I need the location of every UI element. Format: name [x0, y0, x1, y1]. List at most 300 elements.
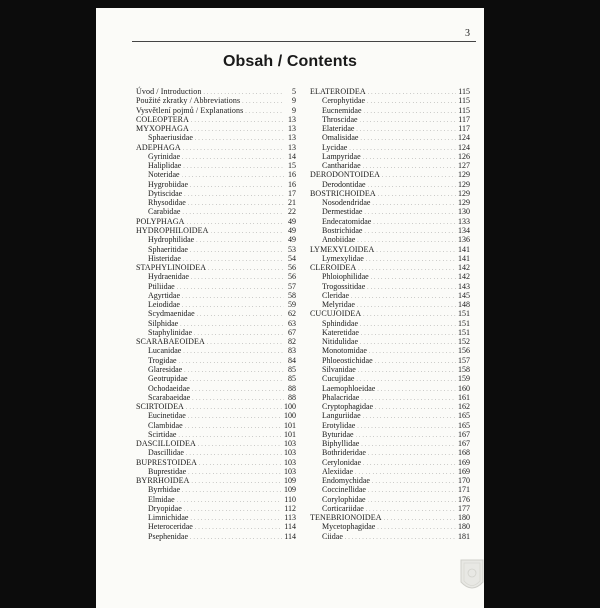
toc-entry-page: 145	[458, 290, 470, 300]
dot-leader	[373, 217, 456, 226]
toc-entry-name: Sphaeriusidae	[148, 133, 193, 143]
toc-entry-name: Scydmaenidae	[148, 309, 195, 319]
toc-entry	[310, 272, 470, 281]
toc-entry-page: 21	[288, 198, 296, 208]
toc-entry-page: 16	[288, 179, 296, 189]
dot-leader	[372, 198, 456, 207]
toc-entry-name: COLEOPTERA	[136, 114, 189, 124]
toc-entry-name: HYDROPHILOIDEA	[136, 225, 209, 235]
dot-leader	[358, 365, 456, 374]
toc-entry-page: 100	[284, 411, 296, 421]
toc-entry-name: Leiodidae	[148, 300, 180, 310]
dot-leader	[361, 393, 456, 402]
toc-entry	[310, 522, 470, 531]
dot-leader	[182, 291, 284, 300]
toc-entry-page: 143	[458, 281, 470, 291]
toc-entry	[310, 309, 470, 318]
toc-entry	[136, 532, 296, 541]
dot-leader	[183, 143, 284, 152]
toc-entry-page: 109	[284, 476, 296, 486]
dot-leader	[372, 476, 456, 485]
toc-entry	[310, 143, 470, 152]
toc-entry	[136, 458, 296, 467]
toc-entry-page: 57	[288, 281, 296, 291]
toc-entry-page: 5	[292, 87, 296, 96]
toc-entry	[310, 365, 470, 374]
toc-entry-name: Scirtidae	[148, 429, 177, 439]
toc-entry-page: 141	[458, 253, 470, 263]
toc-entry-name: Cleridae	[322, 290, 350, 300]
toc-entry	[136, 161, 296, 170]
toc-entry	[310, 180, 470, 189]
toc-entry	[310, 458, 470, 467]
toc-entry-page: 129	[458, 179, 470, 189]
toc-entry	[136, 143, 296, 152]
toc-entry-page: 56	[288, 263, 296, 273]
toc-entry	[310, 226, 470, 235]
toc-entry-page: 82	[288, 337, 296, 347]
toc-entry-name: Rhysodidae	[148, 198, 186, 208]
dot-leader	[188, 411, 282, 420]
toc-entry-page: 85	[288, 364, 296, 374]
dot-leader	[345, 532, 456, 541]
dot-leader	[364, 226, 456, 235]
toc-entry-name: Bostrichidae	[322, 225, 363, 235]
toc-entry-page: 22	[288, 207, 296, 217]
toc-entry	[136, 115, 296, 124]
dot-leader	[188, 467, 282, 476]
toc-entry-name: Bothrideridae	[322, 448, 366, 458]
dot-leader	[363, 458, 456, 467]
dot-leader	[366, 504, 456, 513]
dot-leader	[182, 207, 284, 216]
toc-entry	[310, 124, 470, 133]
dot-leader	[367, 282, 456, 291]
toc-entry-name: Heteroceridae	[148, 522, 193, 532]
toc-entry-page: 162	[458, 402, 470, 412]
toc-entry-page: 127	[458, 161, 470, 171]
toc-entry-name: CLEROIDEA	[310, 263, 357, 273]
toc-entry-name: Geotrupidae	[148, 374, 188, 384]
toc-entry-name: Clambidae	[148, 420, 183, 430]
toc-entry	[310, 374, 470, 383]
dot-leader	[355, 467, 456, 476]
toc-entry-name: Dermestidae	[322, 207, 363, 217]
toc-entry-name: Languriidae	[322, 411, 361, 421]
dot-leader	[194, 328, 284, 337]
dot-leader	[368, 485, 456, 494]
toc-entry-page: 157	[458, 355, 470, 365]
toc-entry-name: Lucanidae	[148, 346, 182, 356]
toc-entry-page: 56	[288, 272, 296, 282]
toc-entry	[136, 328, 296, 337]
toc-entry-page: 180	[458, 513, 470, 523]
toc-entry-name: Dryopidae	[148, 503, 182, 513]
dot-leader	[207, 337, 284, 346]
toc-entry-name: Histeridae	[148, 253, 181, 263]
dot-leader	[360, 133, 456, 142]
toc-entry-name: DERODONTOIDEA	[310, 170, 381, 180]
toc-entry-page: 151	[458, 327, 470, 337]
toc-entry-name: Nosodendridae	[322, 198, 371, 208]
dot-leader	[190, 513, 282, 522]
toc-entry-page: 109	[284, 485, 296, 495]
dot-leader	[179, 356, 284, 365]
toc-entry	[310, 421, 470, 430]
toc-entry-name: Sphindidae	[322, 318, 358, 328]
dot-leader	[177, 282, 284, 291]
dot-leader	[357, 235, 456, 244]
toc-entry-page: 167	[458, 429, 470, 439]
toc-entry-name: Mycetophagidae	[322, 522, 376, 532]
toc-entry-page: 161	[458, 392, 470, 402]
toc-entry-page: 15	[288, 161, 296, 171]
dot-leader	[368, 180, 456, 189]
toc-entry-name: Limnichidae	[148, 513, 189, 523]
dot-leader	[184, 365, 284, 374]
toc-entry	[136, 356, 296, 365]
toc-entry-name: ADEPHAGA	[136, 142, 181, 152]
toc-entry-page: 14	[288, 151, 296, 161]
toc-entry	[310, 207, 470, 216]
dot-leader	[242, 96, 284, 105]
toc-entry-name: TENEBRIONOIDEA	[310, 513, 382, 523]
dot-leader	[190, 532, 282, 541]
toc-entry-name: SCIRTOIDEA	[136, 402, 184, 412]
toc-entry-page: 151	[458, 309, 470, 319]
dot-leader	[358, 263, 456, 272]
toc-entry	[136, 180, 296, 189]
toc-entry-name: MYXOPHAGA	[136, 124, 189, 134]
toc-entry-page: 170	[458, 476, 470, 486]
dot-leader	[245, 106, 284, 115]
toc-entry	[310, 532, 470, 541]
toc-entry-page: 124	[458, 142, 470, 152]
toc-entry-page: 181	[458, 531, 470, 541]
dot-leader	[198, 439, 282, 448]
dot-leader	[183, 254, 284, 263]
dot-leader	[360, 337, 456, 346]
toc-entry-name: Použité zkratky / Abbreviations	[136, 96, 241, 106]
toc-entry	[136, 152, 296, 161]
dot-leader	[183, 161, 284, 170]
toc-entry-name: BYRRHOIDEA	[136, 476, 190, 486]
toc-entry	[136, 439, 296, 448]
toc-entry-page: 142	[458, 272, 470, 282]
toc-entry	[136, 189, 296, 198]
toc-entry	[310, 485, 470, 494]
toc-entry	[136, 96, 296, 105]
toc-entry-page: 62	[288, 309, 296, 319]
toc-entry-name: Kateretidae	[322, 327, 359, 337]
toc-entry	[310, 152, 470, 161]
toc-entry-page: 67	[288, 327, 296, 337]
toc-entry-page: 54	[288, 253, 296, 263]
dot-leader	[376, 245, 456, 254]
dot-leader	[191, 115, 284, 124]
toc-entry-page: 13	[288, 133, 296, 143]
toc-entry	[136, 217, 296, 226]
toc-entry-page: 83	[288, 346, 296, 356]
toc-entry	[310, 393, 470, 402]
toc-entry-page: 160	[458, 383, 470, 393]
toc-entry-page: 103	[284, 466, 296, 476]
dot-leader	[377, 384, 456, 393]
toc-entry-page: 49	[288, 216, 296, 226]
toc-entry-page: 169	[458, 457, 470, 467]
dot-leader	[187, 217, 284, 226]
toc-entry-page: 117	[458, 124, 470, 134]
toc-entry-page: 126	[458, 151, 470, 161]
dot-leader	[211, 226, 284, 235]
toc-entry	[136, 402, 296, 411]
toc-entry	[136, 272, 296, 281]
contents-right-column	[310, 87, 470, 541]
toc-entry-name: Lymexylidae	[322, 253, 364, 263]
dot-leader	[356, 374, 456, 383]
toc-entry-name: Coccinellidae	[322, 485, 366, 495]
dot-leader	[368, 448, 456, 457]
toc-entry-page: 113	[284, 513, 296, 523]
dot-leader	[185, 421, 282, 430]
toc-entry-name: Elateridae	[322, 124, 355, 134]
toc-entry	[136, 300, 296, 309]
toc-entry	[310, 346, 470, 355]
dot-leader	[192, 384, 284, 393]
dot-leader	[191, 476, 282, 485]
dot-leader	[195, 133, 284, 142]
toc-entry	[136, 476, 296, 485]
dot-leader	[377, 522, 456, 531]
toc-entry-name: BUPRESTOIDEA	[136, 457, 198, 467]
toc-entry-page: 171	[458, 485, 470, 495]
toc-entry-name: Buprestidae	[148, 466, 187, 476]
toc-entry-page: 134	[458, 225, 470, 235]
toc-entry-name: Eucnemidae	[322, 105, 362, 115]
toc-entry	[310, 217, 470, 226]
toc-entry	[136, 226, 296, 235]
header-rule	[132, 41, 476, 42]
toc-entry	[136, 393, 296, 402]
toc-entry	[136, 309, 296, 318]
toc-entry-name: Melyridae	[322, 300, 355, 310]
dot-leader	[361, 328, 456, 337]
toc-entry-page: 129	[458, 170, 470, 180]
toc-entry-name: Trogidae	[148, 355, 177, 365]
dot-leader	[178, 430, 282, 439]
library-seal-icon	[458, 556, 486, 596]
toc-entry	[136, 467, 296, 476]
dot-leader	[208, 263, 284, 272]
toc-entry-name: Agyrtidae	[148, 290, 180, 300]
dot-leader	[356, 430, 456, 439]
toc-entry	[136, 495, 296, 504]
dot-leader	[368, 87, 457, 96]
dot-leader	[363, 152, 456, 161]
page-title: Obsah / Contents	[222, 53, 358, 70]
toc-entry	[310, 106, 470, 115]
dot-leader	[356, 124, 456, 133]
toc-entry	[310, 402, 470, 411]
page-number: 3	[465, 28, 470, 39]
toc-entry-name: Lampyridae	[322, 151, 361, 161]
dot-leader	[184, 189, 284, 198]
toc-entry-name: Noteridae	[148, 170, 180, 180]
toc-entry-name: Byrrhidae	[148, 485, 180, 495]
toc-entry	[136, 170, 296, 179]
dot-leader	[192, 393, 284, 402]
toc-entry-page: 165	[458, 411, 470, 421]
toc-entry	[310, 467, 470, 476]
toc-entry	[136, 319, 296, 328]
toc-entry-name: Lycidae	[322, 142, 348, 152]
toc-entry	[310, 439, 470, 448]
toc-entry-page: 167	[458, 439, 470, 449]
toc-entry-page: 148	[458, 300, 470, 310]
dot-leader	[195, 522, 282, 531]
toc-entry-name: Dascillidae	[148, 448, 184, 458]
toc-entry-page: 13	[288, 124, 296, 134]
toc-entry-name: Ochodaeidae	[148, 383, 190, 393]
toc-entry-name: Anobiidae	[322, 235, 356, 245]
toc-entry	[136, 254, 296, 263]
toc-entry	[136, 346, 296, 355]
dot-leader	[375, 356, 456, 365]
dot-leader	[197, 309, 284, 318]
toc-entry	[310, 384, 470, 393]
dot-leader	[196, 235, 284, 244]
toc-entry-name: Cryptophagidae	[322, 402, 374, 412]
toc-entry	[310, 96, 470, 105]
toc-entry	[136, 522, 296, 531]
dot-leader	[182, 485, 282, 494]
toc-entry	[136, 421, 296, 430]
toc-entry	[136, 411, 296, 420]
toc-entry-name: Haliplidae	[148, 161, 182, 171]
toc-entry-name: Corticariidae	[322, 503, 364, 513]
toc-entry	[310, 356, 470, 365]
toc-entry-name: DASCILLOIDEA	[136, 439, 196, 449]
toc-entry-page: 114	[284, 531, 296, 541]
toc-entry-name: Dytiscidae	[148, 188, 183, 198]
toc-entry-page: 156	[458, 346, 470, 356]
dot-leader	[182, 152, 284, 161]
toc-entry-page: 129	[458, 188, 470, 198]
toc-entry-page: 177	[458, 503, 470, 513]
toc-entry-name: BOSTRICHOIDEA	[310, 188, 376, 198]
toc-entry	[310, 476, 470, 485]
toc-entry	[310, 161, 470, 170]
toc-entry-page: 13	[288, 142, 296, 152]
toc-entry-page: 158	[458, 364, 470, 374]
contents-left-column	[136, 87, 296, 541]
dot-leader	[361, 439, 456, 448]
dot-leader	[360, 319, 456, 328]
toc-entry-page: 133	[458, 216, 470, 226]
toc-entry-page: 152	[458, 337, 470, 347]
dot-leader	[184, 504, 283, 513]
toc-entry-name: Eucinetidae	[148, 411, 186, 421]
toc-entry-name: Hydraenidae	[148, 272, 189, 282]
toc-entry-name: Nitidulidae	[322, 337, 358, 347]
toc-entry-name: Cerophytidae	[322, 96, 366, 106]
toc-entry	[136, 245, 296, 254]
dot-leader	[363, 411, 456, 420]
dot-leader	[371, 272, 456, 281]
toc-entry-page: 13	[288, 114, 296, 124]
toc-entry	[310, 430, 470, 439]
toc-entry-page: 85	[288, 374, 296, 384]
toc-entry	[310, 87, 470, 96]
dot-leader	[382, 170, 456, 179]
toc-entry-name: Corylophidae	[322, 494, 366, 504]
toc-entry-page: 142	[458, 263, 470, 273]
toc-entry-name: Scarabaeidae	[148, 392, 191, 402]
toc-entry-page: 88	[288, 392, 296, 402]
toc-entry-name: Monotomidae	[322, 346, 367, 356]
dot-leader	[378, 189, 456, 198]
toc-entry-name: Laemophloeidae	[322, 383, 376, 393]
toc-entry-page: 58	[288, 290, 296, 300]
dot-leader	[351, 291, 456, 300]
toc-entry-name: Carabidae	[148, 207, 181, 217]
dot-leader	[349, 143, 456, 152]
toc-entry-page: 168	[458, 448, 470, 458]
dot-leader	[186, 448, 282, 457]
toc-entry	[136, 374, 296, 383]
toc-entry-page: 49	[288, 235, 296, 245]
toc-entry-page: 53	[288, 244, 296, 254]
toc-entry-page: 124	[458, 133, 470, 143]
dot-leader	[369, 346, 456, 355]
dot-leader	[183, 346, 284, 355]
toc-entry-name: CUCUJOIDEA	[310, 309, 362, 319]
toc-entry-page: 9	[292, 96, 296, 106]
toc-entry-name: Endecatomidae	[322, 216, 372, 226]
dot-leader	[182, 170, 284, 179]
toc-entry	[136, 124, 296, 133]
dot-leader	[384, 513, 456, 522]
toc-entry-page: 159	[458, 374, 470, 384]
toc-entry-page: 100	[284, 402, 296, 412]
toc-entry	[310, 235, 470, 244]
toc-entry	[136, 504, 296, 513]
toc-entry-page: 151	[458, 318, 470, 328]
dot-leader	[363, 309, 456, 318]
toc-entry-page: 115	[458, 87, 470, 96]
toc-entry	[310, 411, 470, 420]
toc-entry-name: Elmidae	[148, 494, 175, 504]
toc-entry	[310, 115, 470, 124]
toc-entry-name: Phloiophilidae	[322, 272, 369, 282]
toc-entry-name: Cucujidae	[322, 374, 355, 384]
toc-entry	[136, 337, 296, 346]
toc-entry	[136, 430, 296, 439]
toc-entry-name: Vysvětlení pojmů / Explanations	[136, 105, 244, 115]
toc-entry-name: Trogossitidae	[322, 281, 366, 291]
toc-entry	[136, 207, 296, 216]
toc-entry-page: 176	[458, 494, 470, 504]
dot-leader	[203, 87, 284, 96]
toc-entry	[136, 291, 296, 300]
toc-entry	[136, 485, 296, 494]
toc-entry	[310, 133, 470, 142]
toc-entry-page: 112	[284, 503, 296, 513]
toc-entry	[310, 282, 470, 291]
toc-entry-page: 165	[458, 420, 470, 430]
toc-entry-page: 115	[458, 96, 470, 106]
dot-leader	[364, 207, 456, 216]
